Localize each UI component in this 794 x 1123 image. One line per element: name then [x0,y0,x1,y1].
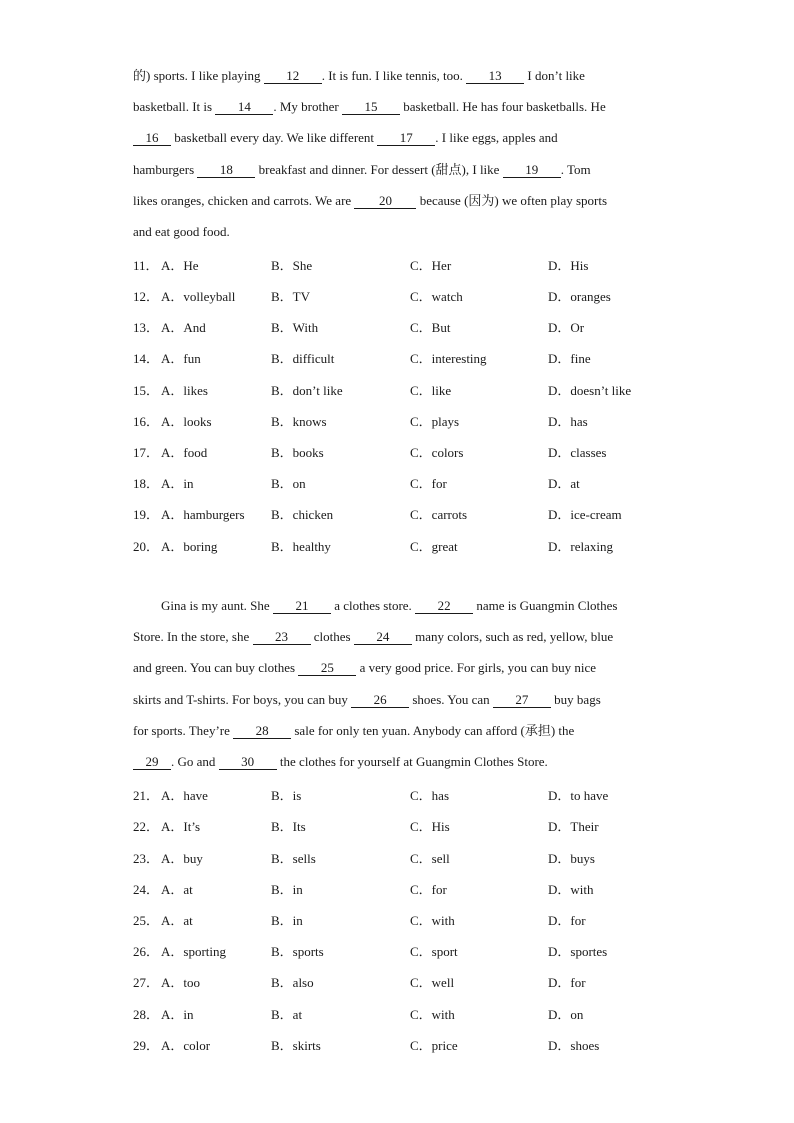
text: skirts and T-shirts. For boys, you can buy [133,691,352,707]
blank-26: 26 [351,693,409,708]
option-a: A．in [161,476,194,491]
blank-22: 22 [415,599,473,614]
text: a very good price. For girls, you can buy nice [356,660,597,676]
option-c: C．Her [410,258,452,273]
text: because (因为) we often play sports [416,192,608,208]
option-a: A．likes [161,383,208,398]
option-c: C．sell [410,851,450,866]
text: name is Guangmin Clothes [473,598,618,613]
question-number: 17． [133,445,160,460]
question-row [133,941,663,961]
blank-13: 13 [466,69,524,84]
text: shoes. You can [409,691,493,707]
option-b: B．healthy [271,539,331,554]
text: . Go and [171,754,219,770]
question-number: 16． [133,414,160,429]
option-d: D．with [548,882,594,897]
question-row [133,348,663,368]
option-b: B．on [271,476,306,491]
passage-2 [133,590,661,777]
blank-23: 23 [253,630,311,645]
question-row [133,910,663,930]
option-d: D．Their [548,819,599,834]
option-c: C．His [410,819,450,834]
blank-30: 30 [219,755,277,770]
option-a: A．fun [161,351,201,366]
option-d: D．for [548,975,586,990]
option-c: C．for [410,476,447,491]
question-row [133,473,663,493]
option-c: C．with [410,913,455,928]
passage-line [133,185,661,216]
question-number: 22． [133,819,160,834]
blank-29: 29 [133,755,171,770]
option-d: D．on [548,1007,584,1022]
option-a: A．looks [161,414,212,429]
text: . It is fun. I like tennis, too. [321,68,467,83]
option-d: D．for [548,913,586,928]
option-c: C．price [410,1038,458,1053]
option-b: B．also [271,975,314,990]
blank-28: 28 [233,724,291,739]
passage-line [133,60,661,91]
question-number: 29． [133,1038,160,1053]
option-d: D．oranges [548,289,611,304]
option-d: D．doesn’t like [548,383,632,398]
text: Gina is my aunt. She [161,598,273,613]
option-a: A．And [161,320,206,335]
option-d: D．Or [548,320,585,335]
text: buy bags [550,691,601,707]
option-d: D．relaxing [548,539,613,554]
question-row [133,504,663,524]
option-b: B．knows [271,414,327,429]
question-number: 18． [133,476,160,491]
blank-21: 21 [273,599,331,614]
question-row [133,286,663,306]
question-number: 12． [133,289,160,304]
blank-12: 12 [264,69,322,84]
option-c: C．colors [410,445,464,460]
text: hamburgers [133,161,198,177]
option-c: C．But [410,320,451,335]
blank-17: 17 [377,131,435,146]
blank-16: 16 [133,131,171,146]
passage-line [133,91,661,122]
passage-line [133,154,661,185]
question-row [133,317,663,337]
option-c: C．great [410,539,458,554]
text: basketball every day. We like different [171,130,378,146]
option-b: B．sports [271,944,324,959]
question-row [133,255,663,275]
question-number: 24． [133,882,160,897]
text: I don’t like [524,68,585,83]
blank-19: 19 [503,163,561,178]
text: likes oranges, chicken and carrots. We are [133,192,355,208]
question-row [133,380,663,400]
blank-18: 18 [197,163,255,178]
question-row [133,848,663,868]
option-a: A．buy [161,851,203,866]
option-a: A．have [161,788,208,803]
question-row [133,411,663,431]
question-number: 21． [133,788,160,803]
option-c: C．watch [410,289,463,304]
option-d: D．buys [548,851,595,866]
text: . My brother [273,99,342,115]
blank-25: 25 [298,661,356,676]
text: . Tom [560,161,591,177]
passage-1 [133,60,661,247]
option-a: A．at [161,913,193,928]
option-d: D．at [548,476,580,491]
option-b: B．at [271,1007,303,1022]
text: many colors, such as red, yellow, blue [411,629,614,645]
question-row [133,785,663,805]
question-number: 26． [133,944,160,959]
question-number: 25． [133,913,160,928]
option-d: D．sportes [548,944,608,959]
option-c: C．sport [410,944,458,959]
text: clothes [310,629,354,645]
option-d: D．fine [548,351,591,366]
passage-line [133,715,661,746]
option-b: B．books [271,445,324,460]
question-number: 13． [133,320,160,335]
option-a: A．hamburgers [161,507,245,522]
option-c: C．has [410,788,450,803]
passage-line [133,590,661,621]
question-row [133,1004,663,1024]
option-a: A．boring [161,539,218,554]
blank-15: 15 [342,100,400,115]
text: the clothes for yourself at Guangmin Clothes Store. [276,754,548,770]
option-d: D．to have [548,788,609,803]
option-b: B．TV [271,289,311,304]
question-row [133,816,663,836]
option-c: C．interesting [410,351,487,366]
blank-27: 27 [493,693,551,708]
text: . I like eggs, apples and [435,130,558,146]
passage-line [133,216,661,247]
question-number: 14． [133,351,160,366]
option-c: C．like [410,383,452,398]
blank-24: 24 [354,630,412,645]
option-d: D．has [548,414,588,429]
option-b: B．With [271,320,319,335]
option-b: B．sells [271,851,316,866]
option-c: C．well [410,975,455,990]
option-a: A．in [161,1007,194,1022]
question-row [133,972,663,992]
option-c: C．plays [410,414,460,429]
option-d: D．ice-cream [548,507,622,522]
option-b: B．don’t like [271,383,343,398]
option-a: A．at [161,882,193,897]
question-number: 28． [133,1007,160,1022]
text: and green. You can buy clothes [133,660,299,676]
question-number: 11． [133,258,159,273]
question-number: 23． [133,851,160,866]
text: a clothes store. [330,598,416,613]
option-b: B．Its [271,819,306,834]
option-a: A．It’s [161,819,201,834]
text: sale for only ten yuan. Anybody can afford (承担) the [291,722,575,738]
option-a: A．volleyball [161,289,236,304]
question-number: 19． [133,507,160,522]
option-b: B．in [271,882,303,897]
passage-line [133,122,661,153]
option-b: B．is [271,788,302,803]
question-row [133,442,663,462]
option-b: B．in [271,913,303,928]
text: basketball. It is [133,99,216,115]
option-b: B．She [271,258,313,273]
passage-line [133,621,661,652]
option-b: B．difficult [271,351,335,366]
option-a: A．He [161,258,199,273]
question-number: 27． [133,975,160,990]
option-d: D．shoes [548,1038,600,1053]
question-number: 20． [133,539,160,554]
question-row [133,879,663,899]
option-a: A．too [161,975,201,990]
blank-14: 14 [215,100,273,115]
passage-line [133,746,661,777]
text: Store. In the store, she [133,629,253,645]
blank-20: 20 [354,194,416,209]
option-d: D．His [548,258,589,273]
question-row [133,536,663,556]
passage-line [133,684,661,715]
option-d: D．classes [548,445,607,460]
option-c: C．carrots [410,507,468,522]
text: 的) sports. I like playing [133,68,264,83]
text: for sports. They’re [133,722,234,738]
text: basketball. He has four basketballs. He [399,99,606,115]
text: and eat good food. [133,224,230,240]
option-a: A．food [161,445,208,460]
question-row [133,1035,663,1055]
option-c: C．for [410,882,447,897]
option-b: B．skirts [271,1038,321,1053]
passage-line [133,652,661,683]
option-c: C．with [410,1007,455,1022]
option-a: A．sporting [161,944,227,959]
question-number: 15． [133,383,160,398]
option-a: A．color [161,1038,211,1053]
option-b: B．chicken [271,507,334,522]
text: breakfast and dinner. For dessert (甜点), I like [255,161,503,177]
